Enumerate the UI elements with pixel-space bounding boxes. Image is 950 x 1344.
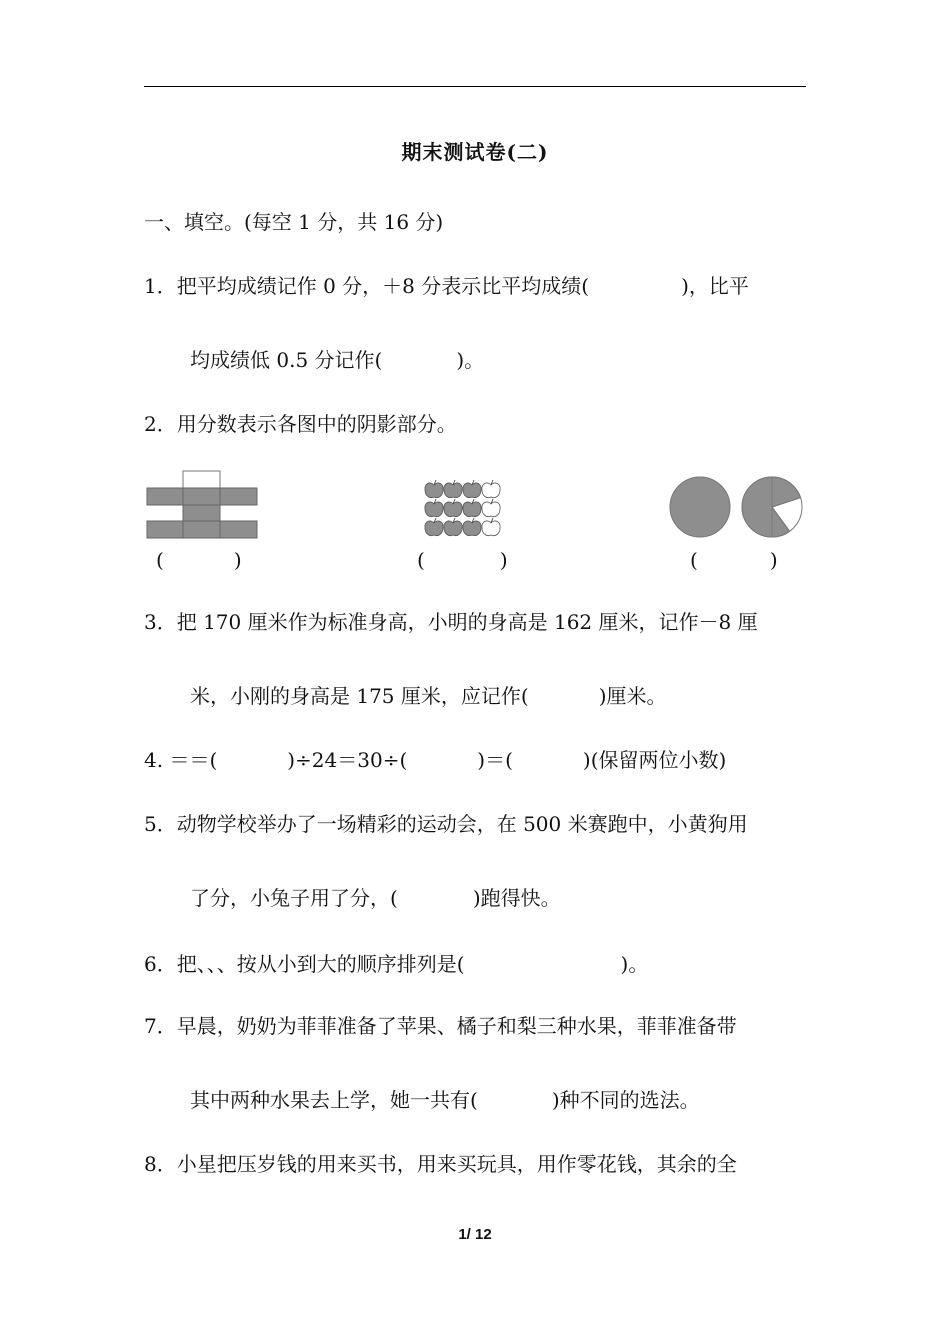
apple-shaded xyxy=(425,480,443,498)
figure-2-answer: ( ) xyxy=(417,548,508,572)
apple-shaded xyxy=(425,499,443,517)
question-1-line-1: 1．把平均成绩记作 0 分，＋8 分表示比平均成绩( )，比平 xyxy=(144,274,749,298)
apple-unshaded xyxy=(482,518,500,536)
apple-shaded xyxy=(463,480,481,498)
question-4: 4. ＝＝( )÷24＝30÷( )＝( )(保留两位小数) xyxy=(144,748,727,772)
apple-shaded xyxy=(444,518,462,536)
question-5-line-2: 了分，小兔子用了分，( )跑得快。 xyxy=(190,886,561,910)
figure-1-answer: ( ) xyxy=(156,548,242,572)
apple-shaded xyxy=(444,480,462,498)
question-5-line-1: 5．动物学校举办了一场精彩的运动会，在 500 米赛跑中，小黄狗用 xyxy=(144,812,748,836)
section-heading: 一、填空。(每空 1 分，共 16 分) xyxy=(144,210,444,234)
question-6: 6．把、、、按从小到大的顺序排列是( )。 xyxy=(144,952,649,976)
apple-unshaded xyxy=(482,480,500,498)
apple-shaded xyxy=(425,518,443,536)
figure-apples xyxy=(424,478,504,540)
figure-rectangles xyxy=(146,470,258,540)
header-rule xyxy=(144,86,806,87)
question-7-line-2: 其中两种水果去上学，她一共有( )种不同的选法。 xyxy=(190,1088,700,1112)
apple-shaded xyxy=(463,499,481,517)
question-3-line-2: 米，小刚的身高是 175 厘米，应记作( )厘米。 xyxy=(190,684,667,708)
figure-circles xyxy=(668,476,804,540)
apple-shaded xyxy=(463,518,481,536)
figure-3-answer: ( ) xyxy=(690,548,778,572)
page-title: 期末测试卷(二) xyxy=(401,140,549,164)
question-7-line-1: 7．早晨，奶奶为菲菲准备了苹果、橘子和梨三种水果，菲菲准备带 xyxy=(144,1014,737,1038)
question-3-line-1: 3．把 170 厘米作为标准身高，小明的身高是 162 厘米，记作－8 厘 xyxy=(144,610,758,634)
apple-unshaded xyxy=(482,499,500,517)
question-2-text: 2．用分数表示各图中的阴影部分。 xyxy=(144,412,457,436)
question-8-line-1: 8．小星把压岁钱的用来买书，用来买玩具，用作零花钱，其余的全 xyxy=(144,1152,737,1176)
page-number: 1/ 12 xyxy=(458,1226,492,1243)
question-1-line-2: 均成绩低 0.5 分记作( )。 xyxy=(190,348,485,372)
apple-shaded xyxy=(444,499,462,517)
